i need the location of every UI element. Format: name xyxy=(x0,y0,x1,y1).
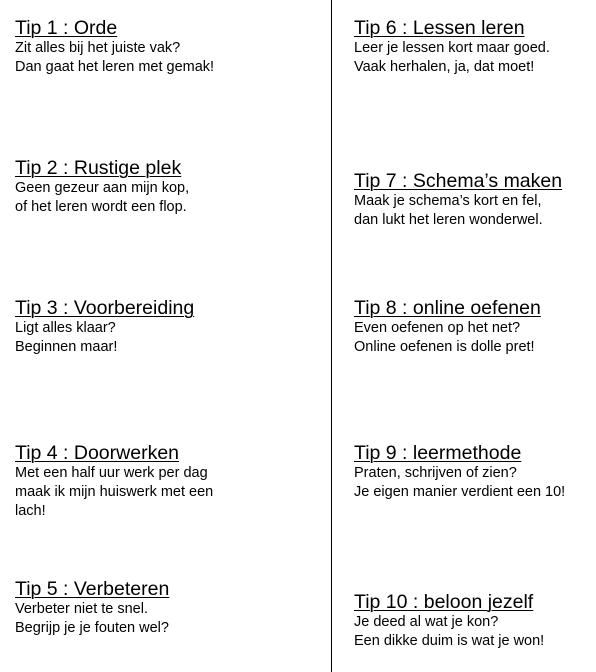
tip-line: Praten, schrijven of zien? xyxy=(354,465,517,481)
tip-line: Ligt alles klaar? xyxy=(15,320,116,336)
tip-line: Je deed al wat je kon? xyxy=(354,614,499,630)
tip-title: Tip 1 : Orde xyxy=(15,17,118,39)
tip-line: of het leren wordt een flop. xyxy=(15,199,187,215)
tip-line: Even oefenen op het net? xyxy=(354,320,521,336)
tip-line: Verbeter niet te snel. xyxy=(15,601,148,617)
tip-line: Vaak herhalen, ja, dat moet! xyxy=(354,59,535,75)
tip-3 xyxy=(15,297,315,357)
tip-10 xyxy=(354,591,594,651)
tip-line: Beginnen maar! xyxy=(15,339,118,355)
tip-line: Online oefenen is dolle pret! xyxy=(354,339,535,355)
tip-title: Tip 7 : Schema’s maken xyxy=(354,170,563,192)
tip-line: Leer je lessen kort maar goed. xyxy=(354,40,550,56)
tip-title: Tip 3 : Voorbereiding xyxy=(15,297,195,319)
tip-line: maak ik mijn huiswerk met een xyxy=(15,484,214,500)
tip-title: Tip 2 : Rustige plek xyxy=(15,157,182,179)
tip-8 xyxy=(354,297,594,357)
tip-line: Geen gezeur aan mijn kop, xyxy=(15,180,190,196)
tip-title: Tip 10 : beloon jezelf xyxy=(354,591,534,613)
tip-9 xyxy=(354,442,594,502)
tip-7 xyxy=(354,170,594,230)
tip-1 xyxy=(15,17,315,77)
tip-title: Tip 4 : Doorwerken xyxy=(15,442,180,464)
column-divider xyxy=(331,0,332,672)
tip-line: Maak je schema’s kort en fel, xyxy=(354,193,542,209)
tip-title: Tip 8 : online oefenen xyxy=(354,297,541,319)
tip-line: Met een half uur werk per dag xyxy=(15,465,208,481)
tip-title: Tip 9 : leermethode xyxy=(354,442,522,464)
tip-line: Je eigen manier verdient een 10! xyxy=(354,484,566,500)
tip-4 xyxy=(15,442,315,521)
tip-line: lach! xyxy=(15,503,46,519)
tip-5 xyxy=(15,578,315,638)
tip-line: Zit alles bij het juiste vak? xyxy=(15,40,181,56)
tip-2 xyxy=(15,157,315,217)
tip-line: Een dikke duim is wat je won! xyxy=(354,633,545,649)
tip-6 xyxy=(354,17,594,77)
tip-line: dan lukt het leren wonderwel. xyxy=(354,212,543,228)
tip-line: Begrijp je je fouten wel? xyxy=(15,620,169,636)
tip-title: Tip 6 : Lessen leren xyxy=(354,17,525,39)
tip-line: Dan gaat het leren met gemak! xyxy=(15,59,215,75)
tip-title: Tip 5 : Verbeteren xyxy=(15,578,170,600)
